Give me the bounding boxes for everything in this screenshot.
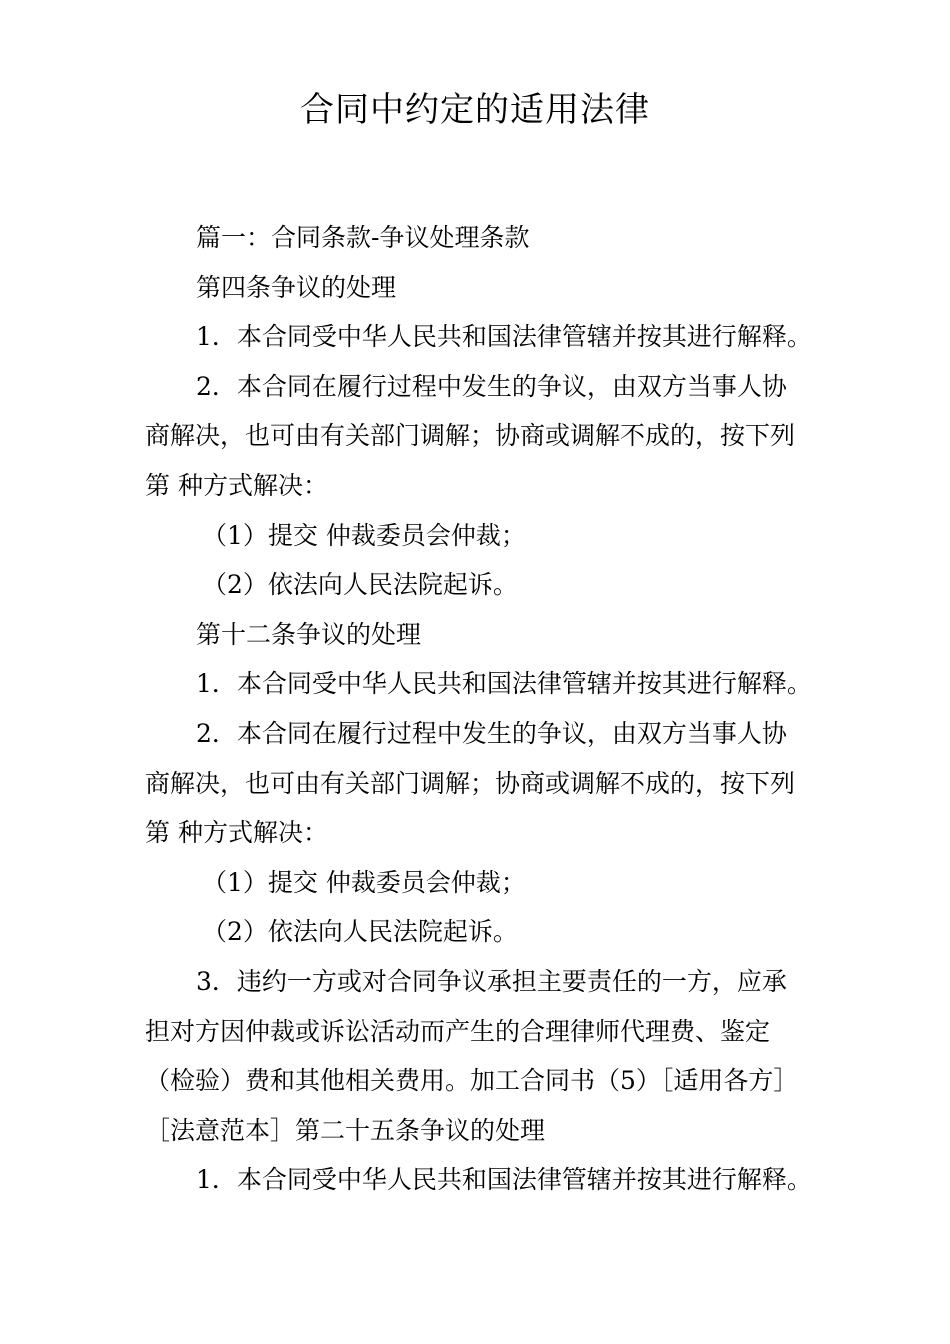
document-line: 第四条争议的处理 [196,272,397,302]
document-line: 商解决，也可由有关部门调解；协商或调解不成的，按下列 [145,768,796,798]
document-line: （检验）费和其他相关费用。加工合同书（5）［适用各方］ [145,1066,799,1096]
document-line: 3．违约一方或对合同争议承担主要责任的一方，应承 [196,966,787,996]
document-line: 篇一：合同条款-争议处理条款 [196,223,530,252]
document-line: 担对方因仲裁或诉讼活动而产生的合理律师代理费、鉴定 [145,1016,771,1046]
document-title: 合同中约定的适用法律 [300,90,650,130]
document-line: ［法意范本］第二十五条争议的处理 [145,1115,546,1145]
document-line: 商解决，也可由有关部门调解；协商或调解不成的，按下列 [145,421,796,451]
document-line: 2．本合同在履行过程中发生的争议，由双方当事人协 [196,371,787,401]
document-line: 第 种方式解决： [145,470,328,500]
document-line: 1．本合同受中华人民共和国法律管辖并按其进行解释。 [196,1165,812,1195]
document-line: （1）提交 仲裁委员会仲裁； [202,867,526,897]
document-line: 2．本合同在履行过程中发生的争议，由双方当事人协 [196,718,787,748]
document-line: （1）提交 仲裁委员会仲裁； [202,520,526,550]
document-line: 第十二条争议的处理 [196,619,422,649]
document-line: 第 种方式解决： [145,818,328,848]
document-body [145,213,815,1205]
document-line: （2）依法向人民法院起诉。 [202,917,518,947]
document-line: 1．本合同受中华人民共和国法律管辖并按其进行解释。 [196,669,812,699]
document-line: 1．本合同受中华人民共和国法律管辖并按其进行解释。 [196,322,812,352]
document-line: （2）依法向人民法院起诉。 [202,570,518,600]
